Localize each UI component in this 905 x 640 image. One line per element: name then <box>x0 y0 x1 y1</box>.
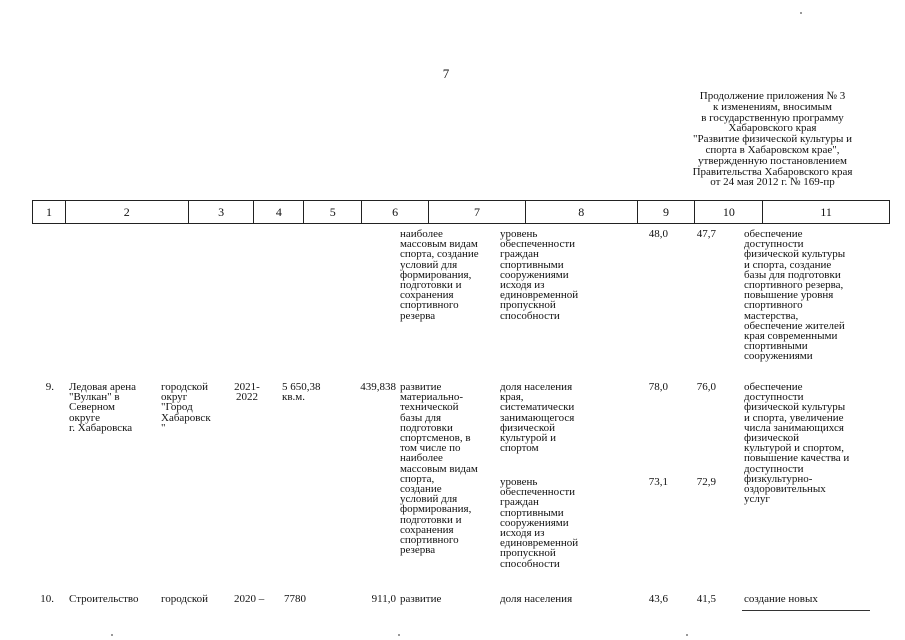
column-number-11: 11 <box>820 205 832 219</box>
cell-value-current: 41,5 <box>696 593 716 605</box>
cell-value-target: 73,1 <box>648 476 668 488</box>
column-number-3: 3 <box>189 201 255 223</box>
column-number-8: 8 <box>526 201 638 223</box>
cell-expected-result: обеспечение доступности физической культуры и спорта, создание базы для подготовки спортивного резерва, повышение уровня спортивного мастерства, обеспечение жителей края современными спортивными сооружениями <box>744 228 846 363</box>
cell-row-number: 10. <box>40 593 54 605</box>
scan-speck <box>800 12 802 14</box>
cell-object-name: Строительство <box>69 593 139 605</box>
cell-goal: развитие <box>400 593 442 605</box>
cell-value-target: 48,0 <box>648 228 668 240</box>
column-number-7: 7 <box>429 201 526 223</box>
column-number-9: 9 <box>638 201 696 223</box>
page-number: 7 <box>442 66 450 81</box>
cell-cost: 911,0 <box>371 593 396 605</box>
column-number-10: 10 <box>695 201 763 223</box>
table-column-header-row <box>32 200 890 224</box>
scan-speck <box>111 634 113 636</box>
appendix-header-note: Продолжение приложения № 3 к изменениям, вносимым в государственную программу Хабаровского края "Развитие физической культуры и спорта в Хабаровском крае", утвержденную постановлением Правительства Хабаровского края от 24 мая 2012 г. № 169-пр <box>692 90 853 189</box>
cell-value-current: 76,0 <box>696 381 716 393</box>
scan-speck <box>686 634 688 636</box>
cell-goal: наиболее массовым видам спорта, создание условий для формирования, подготовки и сохранения спортивного резерва <box>400 228 479 322</box>
column-number-5: 5 <box>304 201 362 223</box>
cell-indicator: уровень обеспеченности граждан спортивными сооружениями исходя из единовременной пропускной способности <box>500 476 579 570</box>
cell-cost: 439,838 <box>360 381 396 393</box>
cell-indicator: доля населения края, систематически занимающегося физической культурой и спортом <box>500 381 575 455</box>
cell-expected-result: создание новых <box>744 593 818 605</box>
cell-object-name: Ледовая арена "Вулкан" в Северном округе г. Хабаровска <box>69 381 136 434</box>
column-number-1: 1 <box>33 201 66 223</box>
scan-speck <box>398 634 400 636</box>
bottom-rule <box>742 610 870 611</box>
cell-expected-result: обеспечение доступности физической культуры и спорта, увеличение числа занимающихся физической культурой и спортом, повышение качества и доступности физкультурно- оздоровительных услуг <box>744 381 850 506</box>
cell-indicator: доля населения <box>500 593 573 605</box>
column-number-2: 2 <box>66 201 189 223</box>
cell-years: 2021- 2022 <box>234 381 260 404</box>
cell-capacity: 5 650,38 кв.м. <box>282 381 321 404</box>
cell-value-target: 78,0 <box>648 381 668 393</box>
cell-municipality: городской <box>161 593 209 605</box>
cell-years: 2020 – <box>234 593 265 605</box>
cell-value-current: 47,7 <box>696 228 716 240</box>
cell-value-current: 72,9 <box>696 476 716 488</box>
cell-indicator: уровень обеспеченности граждан спортивными сооружениями исходя из единовременной пропускной способности <box>500 228 579 322</box>
column-number-4: 4 <box>254 201 304 223</box>
cell-capacity: 7780 <box>284 593 306 605</box>
column-number-6: 6 <box>362 201 429 223</box>
cell-goal: развитие материально- технической базы для подготовки спортсменов, в том числе по наиболее массовым видам спорта, создание условий для формирования, подготовки и сохранения спортивного резерва <box>400 381 478 557</box>
cell-value-target: 43,6 <box>648 593 668 605</box>
cell-row-number: 9. <box>45 381 54 393</box>
cell-municipality: городской округ "Город Хабаровск " <box>161 381 211 434</box>
